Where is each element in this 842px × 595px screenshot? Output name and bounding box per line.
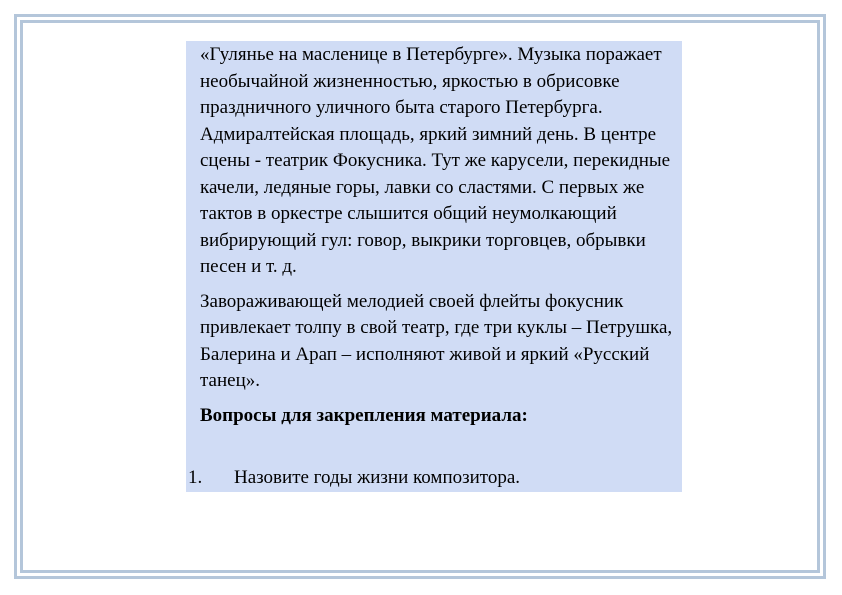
slide-text-area[interactable] bbox=[200, 42, 678, 429]
question-list-item bbox=[188, 465, 678, 492]
question-text: Назовите годы жизни композитора. bbox=[234, 467, 521, 488]
questions-heading: Вопросы для закрепления материала: bbox=[200, 404, 528, 426]
paragraph-flute-melody: Завораживающей мелодией своей флейты фокусник привлекает толпу в свой театр, где три куклы – Петрушка, Балерина и Арап – исполняют живой и яркий «Русский танец». bbox=[200, 290, 673, 391]
paragraph-description: «Гулянье на масленице в Петербурге». Музыка поражает необычайной жизненностью, яркостью в обрисовке праздничного уличного быта старого Петербурга. Адмиралтейская площадь, яркий зимний день. В центре сцены - театрик Фокусника. Тут же карусели, перекидные качели, ледяные горы, лавки со сластями. С первых же тактов в оркестре слышится общий неумолкающий вибрирующий гул: говор, выкрики торговцев, обрывки песен и т. д. bbox=[200, 44, 671, 277]
question-number: 1. bbox=[188, 467, 203, 488]
